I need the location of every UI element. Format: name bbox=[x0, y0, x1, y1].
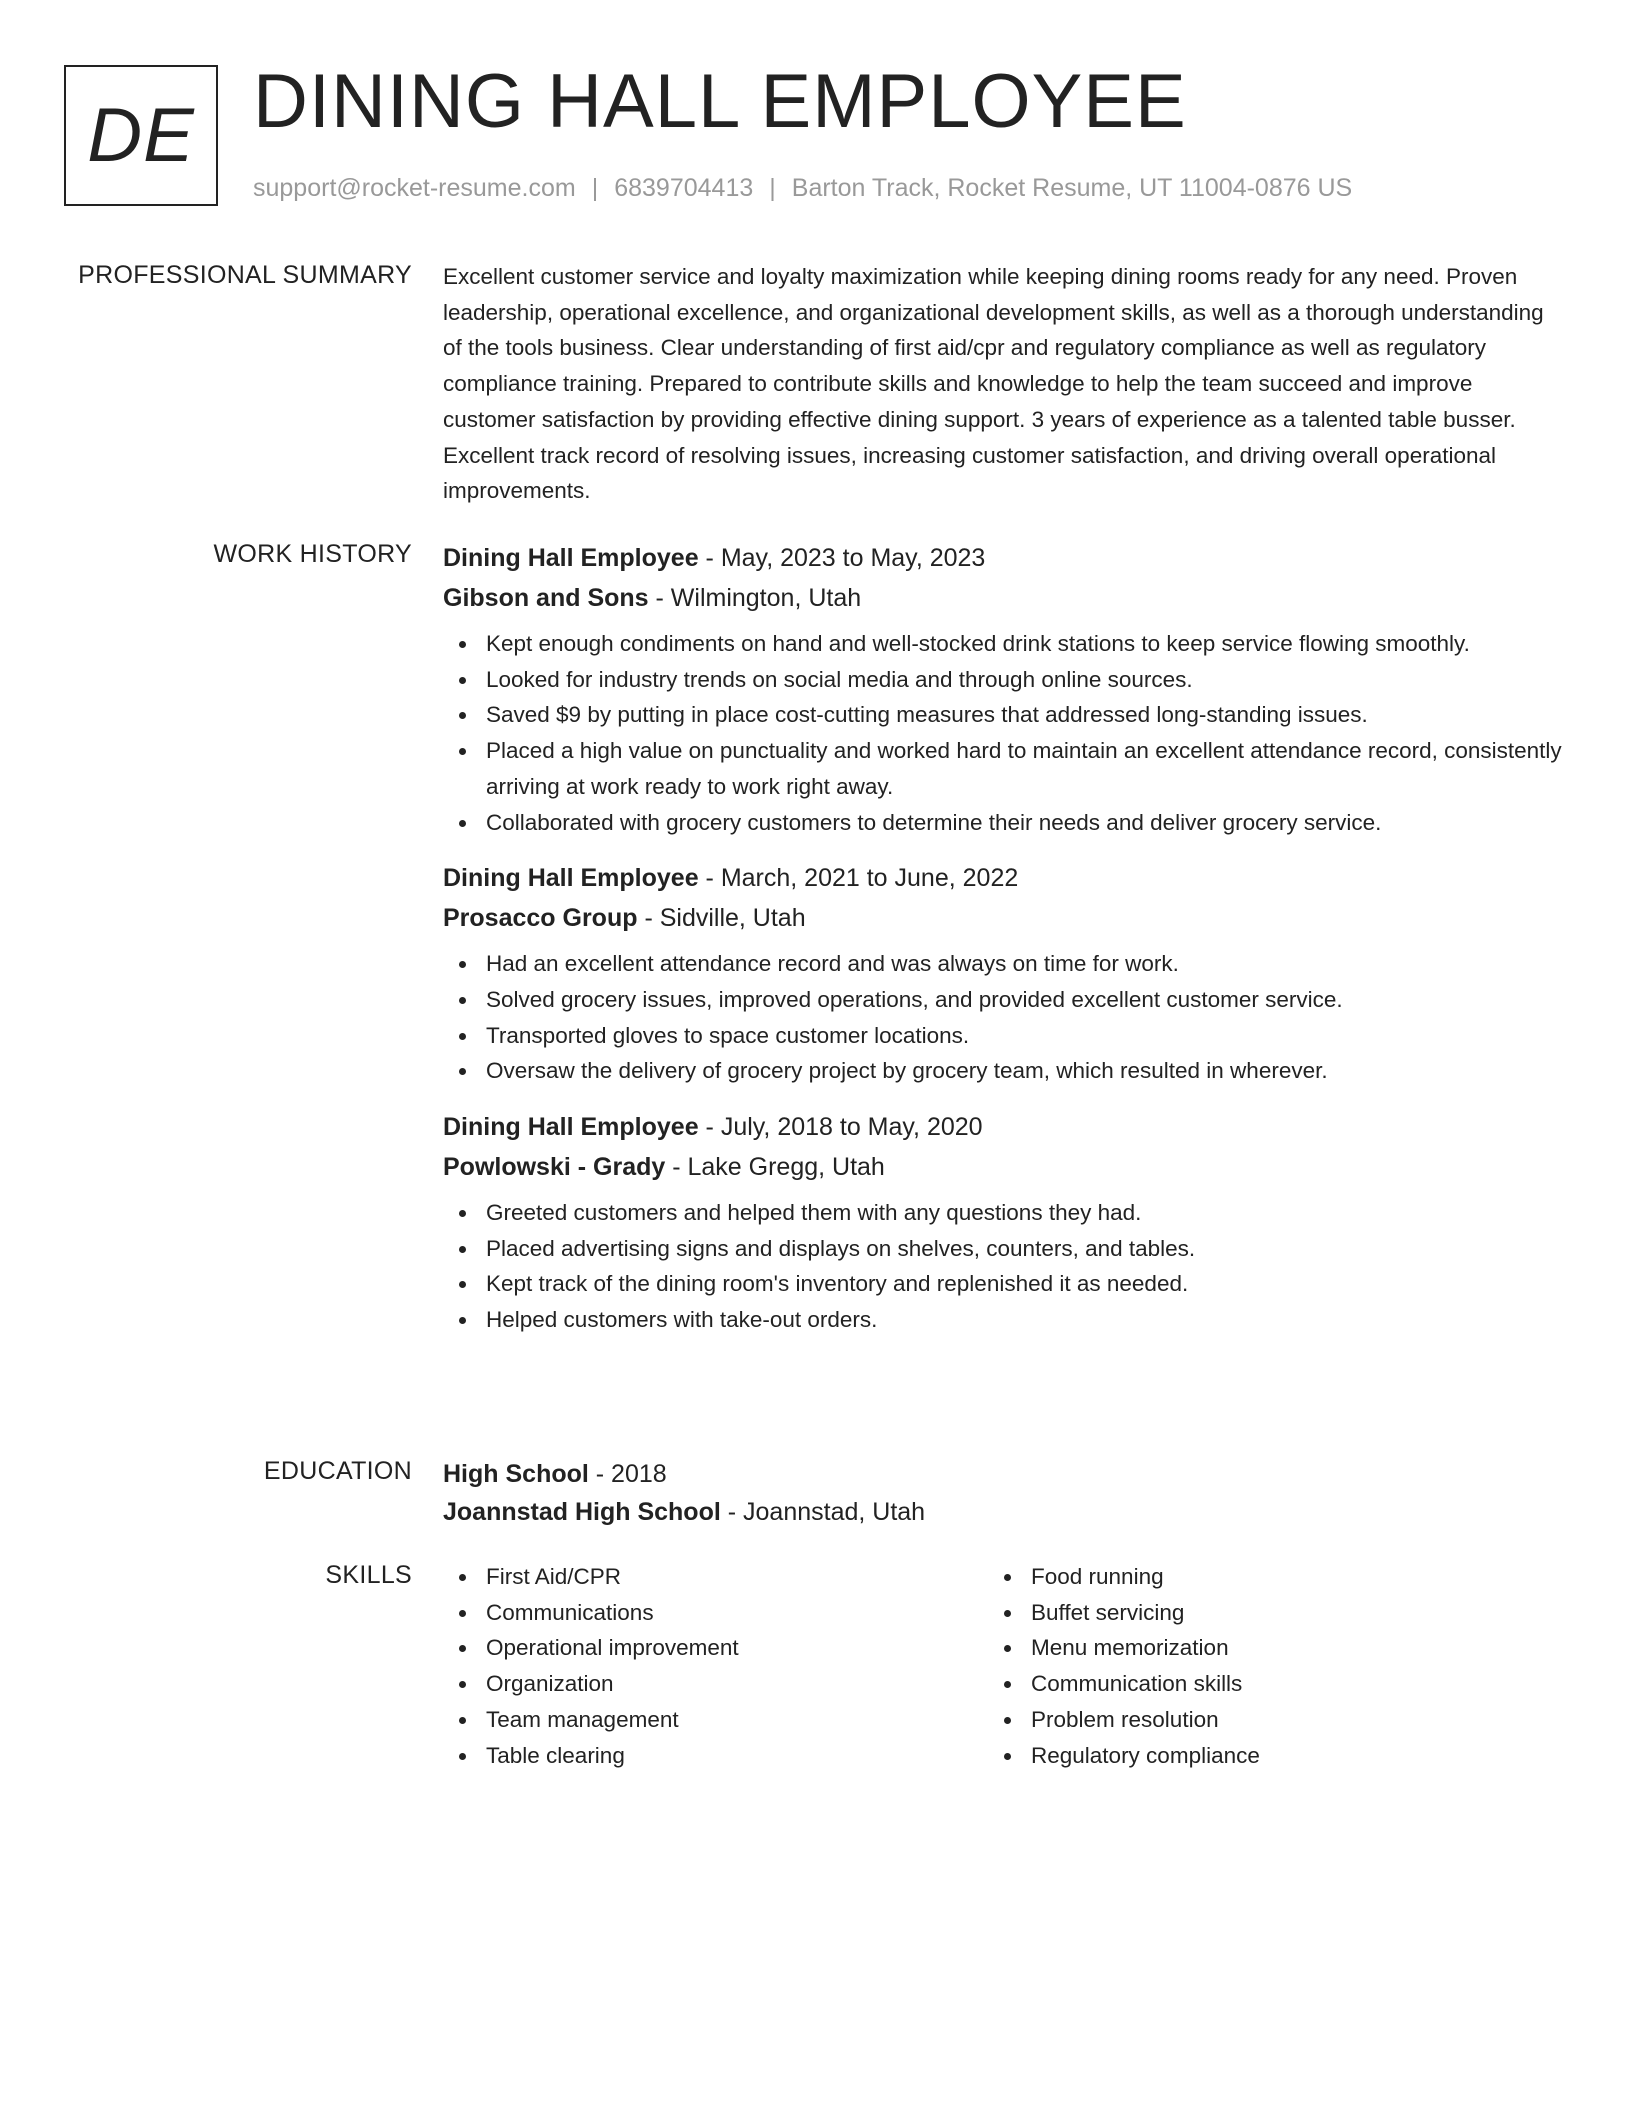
skill-item: Regulatory compliance bbox=[1031, 1738, 1533, 1774]
contact-email: support@rocket-resume.com bbox=[253, 174, 576, 202]
skill-item: First Aid/CPR bbox=[486, 1559, 988, 1595]
job-location: - Lake Gregg, Utah bbox=[665, 1153, 885, 1182]
job-company-line bbox=[443, 578, 1563, 618]
education-school: Joannstad High School bbox=[443, 1498, 721, 1526]
job-company: Powlowski - Grady bbox=[443, 1153, 666, 1182]
contact-separator: | bbox=[769, 174, 776, 202]
monogram-badge: DE bbox=[64, 65, 218, 206]
section-label-education: EDUCATION bbox=[263, 1457, 412, 1485]
skill-item: Communications bbox=[486, 1595, 988, 1631]
skill-item: Buffet servicing bbox=[1031, 1595, 1533, 1631]
skills-list-right bbox=[988, 1559, 1533, 1773]
skills-list-left bbox=[443, 1559, 988, 1773]
skill-item: Table clearing bbox=[486, 1738, 988, 1774]
skills-column-left bbox=[443, 1559, 988, 1773]
job-title: Dining Hall Employee bbox=[443, 864, 699, 893]
skill-item: Team management bbox=[486, 1702, 988, 1738]
job-bullet-item: Solved grocery issues, improved operations, and provided excellent customer service. bbox=[486, 982, 1563, 1018]
job-bullet-list bbox=[443, 626, 1563, 840]
section-label-summary: PROFESSIONAL SUMMARY bbox=[78, 261, 412, 289]
education-location: - Joannstad, Utah bbox=[720, 1498, 926, 1526]
job-company-line bbox=[443, 1147, 1563, 1187]
job-bullet-item: Transported gloves to space customer locations. bbox=[486, 1018, 1563, 1054]
education-degree-line bbox=[443, 1455, 1563, 1493]
job-bullet-item: Greeted customers and helped them with any questions they had. bbox=[486, 1195, 1563, 1231]
job-bullet-item: Collaborated with grocery customers to determine their needs and deliver grocery service. bbox=[486, 805, 1563, 841]
summary-text: Excellent customer service and loyalty maximization while keeping dining rooms ready for any need. Proven leadership, operational excellence, and organizational development skills, as well as a thorough understanding of the tools business. Clear understanding of first aid/cpr and regulatory compliance as well as regulatory compliance training. Prepared to contribute skills and knowledge to help the team succeed and improve customer satisfaction by providing effective dining support. 3 years of experience as a talented table busser. Excellent track record of resolving issues, increasing customer satisfaction, and driving overall operational improvements. bbox=[443, 264, 1544, 504]
work-history-body bbox=[443, 538, 1563, 1356]
section-label-work-history: WORK HISTORY bbox=[213, 540, 412, 568]
skill-item: Menu memorization bbox=[1031, 1630, 1533, 1666]
contact-separator: | bbox=[591, 174, 599, 202]
job-title-line bbox=[443, 858, 1563, 898]
job-bullet-item: Saved $9 by putting in place cost-cutting measures that addressed long-standing issues. bbox=[486, 697, 1563, 733]
job-bullet-item: Placed a high value on punctuality and worked hard to maintain an excellent attendance record, consistently arriving at work ready to work right away. bbox=[486, 733, 1563, 804]
skill-item: Operational improvement bbox=[486, 1630, 988, 1666]
job-entry bbox=[443, 538, 1563, 840]
contact-line bbox=[253, 172, 1352, 204]
section-label-skills: SKILLS bbox=[325, 1561, 412, 1589]
job-dates: - July, 2018 to May, 2020 bbox=[698, 1113, 983, 1142]
job-dates: - March, 2021 to June, 2022 bbox=[698, 864, 1019, 893]
job-location: - Sidville, Utah bbox=[637, 904, 806, 933]
job-bullet-item: Kept enough condiments on hand and well-stocked drink stations to keep service flowing smoothly. bbox=[486, 626, 1563, 662]
contact-address: Barton Track, Rocket Resume, UT 11004-0876 US bbox=[791, 174, 1353, 202]
job-title-line bbox=[443, 538, 1563, 578]
skill-item: Food running bbox=[1031, 1559, 1533, 1595]
resume-name: DINING HALL EMPLOYEE bbox=[253, 59, 1187, 144]
skills-columns bbox=[443, 1559, 1563, 1773]
job-entry bbox=[443, 1107, 1563, 1338]
job-bullet-item: Looked for industry trends on social media and through online sources. bbox=[486, 662, 1563, 698]
job-bullet-item: Kept track of the dining room's inventory and replenished it as needed. bbox=[486, 1266, 1563, 1302]
job-bullet-list bbox=[443, 946, 1563, 1089]
contact-phone: 6839704413 bbox=[614, 174, 754, 202]
job-bullet-item: Helped customers with take-out orders. bbox=[486, 1302, 1563, 1338]
job-title: Dining Hall Employee bbox=[443, 544, 699, 572]
education-year: - 2018 bbox=[588, 1460, 667, 1488]
education-degree: High School bbox=[443, 1460, 589, 1488]
job-company-line bbox=[443, 898, 1563, 938]
job-bullet-item: Oversaw the delivery of grocery project by grocery team, which resulted in wherever. bbox=[486, 1053, 1563, 1089]
skill-item: Organization bbox=[486, 1666, 988, 1702]
education-school-line bbox=[443, 1493, 1563, 1531]
job-title: Dining Hall Employee bbox=[443, 1113, 699, 1142]
job-bullet-item: Had an excellent attendance record and was always on time for work. bbox=[486, 946, 1563, 982]
skills-body bbox=[443, 1559, 1563, 1773]
job-company: Prosacco Group bbox=[443, 904, 638, 933]
skill-item: Communication skills bbox=[1031, 1666, 1533, 1702]
job-bullet-item: Placed advertising signs and displays on shelves, counters, and tables. bbox=[486, 1231, 1563, 1267]
job-title-line bbox=[443, 1107, 1563, 1147]
education-body bbox=[443, 1455, 1563, 1531]
job-entry bbox=[443, 858, 1563, 1089]
job-dates: - May, 2023 to May, 2023 bbox=[698, 544, 986, 572]
job-bullet-list bbox=[443, 1195, 1563, 1338]
skill-item: Problem resolution bbox=[1031, 1702, 1533, 1738]
summary-body bbox=[443, 259, 1563, 509]
skills-column-right bbox=[988, 1559, 1533, 1773]
job-location: - Wilmington, Utah bbox=[648, 584, 862, 612]
job-company: Gibson and Sons bbox=[443, 584, 649, 612]
